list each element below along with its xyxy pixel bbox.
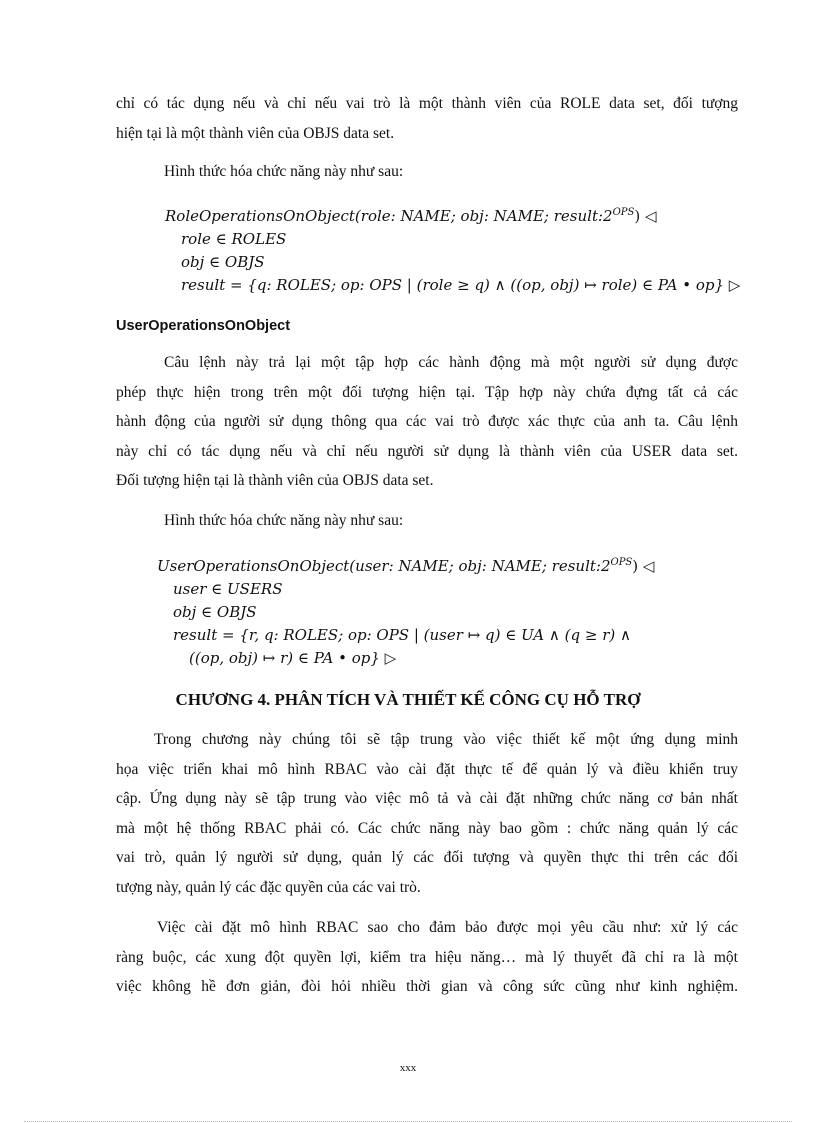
text-line: họa việc triển khai mô hình RBAC vào cài đặt thực tế để quản lý và điều khiển truy bbox=[116, 760, 738, 778]
text-line: này chỉ có tác dụng nếu và chỉ nếu người sử dụng là thành viên của USER data set. bbox=[116, 442, 738, 460]
text-line: chỉ có tác dụng nếu và chỉ nếu vai trò là một thành viên của ROLE data set, đối tượng bbox=[116, 95, 738, 112]
text-line: tượng này, quản lý các đặc quyền của các vai trò. bbox=[116, 878, 421, 896]
formula-line: UserOperationsOnObject(user: NAME; obj: NAME; $result:2^{OPS}$) ◁ bbox=[157, 557, 655, 575]
page-number: xxx bbox=[399, 1062, 417, 1074]
text-line: việc không hề đơn giản, đòi hỏi nhiều thời gian và công sức cũng như kinh nghiệm. bbox=[116, 978, 738, 995]
text-line: phép thực hiện trong trên một đối tượng hiện tại. Tập hợp này chứa đựng tất cả các bbox=[116, 383, 738, 401]
formula-line: user ∈ USERS bbox=[173, 580, 283, 598]
text-line: hiện tại là một thành viên của OBJS data set. bbox=[116, 124, 395, 142]
text-line: Đối tượng hiện tại là thành viên của OBJS data set. bbox=[116, 472, 434, 489]
formalization-intro: Hình thức hóa chức năng này như sau: bbox=[164, 512, 404, 529]
formula-line: RoleOperationsOnObject(role: NAME; obj: NAME; $result:2^{OPS}$) ◁ bbox=[165, 207, 657, 225]
paragraph-2 bbox=[116, 348, 738, 496]
text-line: hành động của người sử dụng thông qua các vai trò được xác thực của anh ta. Câu lệnh bbox=[116, 413, 738, 430]
formula-user-operations bbox=[157, 551, 654, 670]
text-line: Trong chương này chúng tôi sẽ tập trung vào việc thiết kế một ứng dụng minh bbox=[154, 731, 738, 748]
formula-line: ((op, obj) ↦ r) ∈ PA • op} ▷ bbox=[189, 649, 397, 667]
formalization-intro: Hình thức hóa chức năng này như sau: bbox=[164, 163, 404, 180]
section-heading: UserOperationsOnObject bbox=[116, 318, 291, 334]
page-bottom-rule bbox=[24, 1121, 792, 1122]
text-line: vai trò, quản lý người sử dụng, quản lý các đối tượng và quyền thực thi trên các đối bbox=[116, 849, 738, 866]
formula-line: result = {r, q: ROLES; op: OPS | (user ↦ q) ∈ UA ∧ (q ≥ r) ∧ bbox=[173, 626, 631, 644]
paragraph-1 bbox=[116, 89, 738, 148]
formula-line: result = {q: ROLES; op: OPS | (role ≥ q) ∧ ((op, obj) ↦ role) ∈ PA • op} ▷ bbox=[181, 276, 741, 294]
formula-line: role ∈ ROLES bbox=[181, 230, 287, 248]
formula-line: obj ∈ OBJS bbox=[181, 253, 265, 271]
formula-role-operations bbox=[165, 201, 740, 297]
text-line: ràng buộc, các xung đột quyền lợi, kiểm tra hiệu năng… mà lý thuyết đã chỉ ra là một bbox=[116, 948, 738, 966]
chapter-title: CHƯƠNG 4. PHÂN TÍCH VÀ THIẾT KẾ CÔNG CỤ HỖ TRỢ bbox=[175, 690, 641, 709]
text-line: Việc cài đặt mô hình RBAC sao cho đảm bảo được mọi yêu cầu như: xử lý các bbox=[157, 919, 738, 936]
text-line: cập. Ứng dụng này sẽ tập trung vào việc mô tả và cài đặt những chức năng cơ bản nhất bbox=[116, 790, 738, 807]
text-line: Câu lệnh này trả lại một tập hợp các hành động mà một người sử dụng được bbox=[164, 354, 738, 371]
text-line: mà một hệ thống RBAC phải có. Các chức năng này bao gồm : chức năng quản lý các bbox=[116, 819, 738, 837]
paragraph-3 bbox=[116, 725, 738, 902]
paragraph-4 bbox=[116, 913, 738, 1002]
formula-line: obj ∈ OBJS bbox=[173, 603, 257, 621]
